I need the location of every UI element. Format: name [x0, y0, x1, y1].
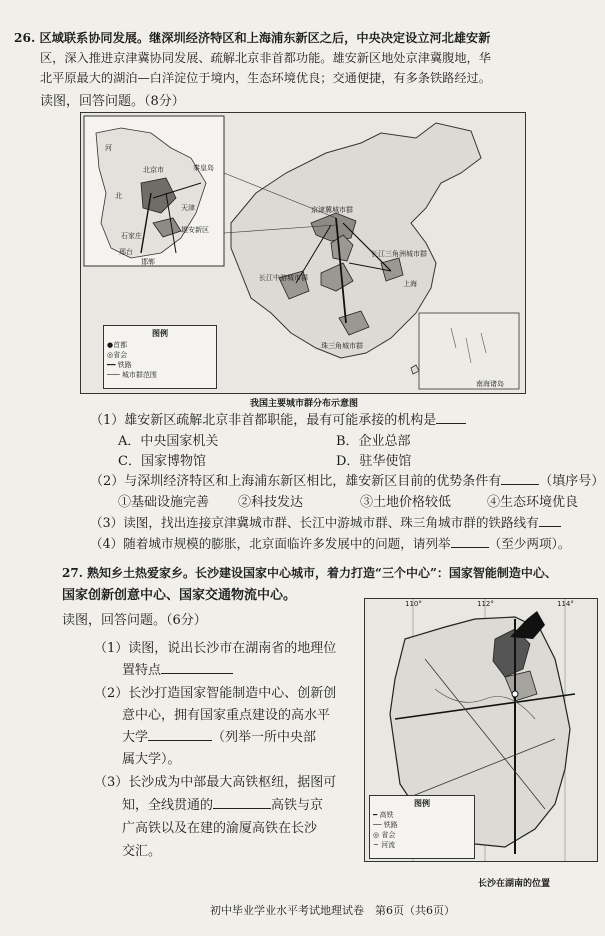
q26-optD: D．驻华使馆 — [336, 454, 412, 469]
map-label-tianjin: 天津 — [181, 204, 195, 212]
q27-sub3-b-tail: 高铁与京 — [271, 798, 324, 813]
q27-header-line1: 27. 熟知乡土热爱家乡。长沙建设国家中心城市，着力打造“三个中心”：国家智能制造中心、 — [62, 566, 557, 580]
q26-header-line2: 区，深入推进京津冀协同发展、疏解北京非首都功能。雄安新区地处京津冀腹地，华 — [40, 51, 491, 65]
q26-header-line3: 北平原最大的湖泊—白洋淀位于境内，生态环境优良；交通便捷，有多条铁路经过。 — [40, 71, 491, 85]
legend-item: ●首都 — [107, 341, 128, 349]
map-label-qinhuangdao: 秦皇岛 — [193, 164, 214, 172]
hunan-legend-item: ━ 高铁 — [373, 811, 394, 819]
q27-sub2-d: 属大学）。 — [122, 752, 181, 767]
q27-header-line3: 读图，回答问题。（6分） — [62, 613, 207, 628]
q26-optC: C．国家博物馆 — [118, 454, 206, 469]
map-label-south-sea: 南海诸岛 — [476, 380, 504, 388]
q26-opt3: ③土地价格较低 — [360, 495, 452, 510]
q27-sub3-a: （3）长沙成为中部最大高铁枢纽，据图可 — [94, 775, 337, 790]
q26-sub2-text: （2）与深圳经济特区和上海浦东新区相比，雄安新区目前的优势条件有 — [90, 474, 502, 489]
q27-sub2-c-tail: （列举一所中央部 — [212, 730, 317, 745]
q26-sub2 — [90, 473, 604, 490]
map-label-bei: 北 — [115, 192, 122, 200]
map-label-jjj-cluster: 京津冀城市群 — [311, 206, 353, 214]
map-label-he: 河 — [105, 144, 112, 152]
map-label-yangtze-mid-cluster: 长江中游城市群 — [259, 274, 308, 282]
map-label-xingtai: 邢台 — [119, 248, 133, 256]
q27-sub3-b — [122, 797, 323, 814]
legend-item: ─── 城市群范围 — [107, 371, 157, 379]
q27-sub2-b: 意中心，拥有国家重点建设的高水平 — [122, 708, 331, 723]
q27-sub1-a: （1）读图，说出长沙市在湖南省的地理位 — [94, 641, 337, 656]
hunan-map-tick-112: 112° — [477, 600, 494, 608]
q27-sub1-blank[interactable] — [161, 673, 233, 674]
q27-sub2-a: （2）长沙打造国家智能制造中心、创新创 — [94, 686, 337, 701]
q27-sub2-c — [122, 729, 316, 746]
q26-sub4-tail: （至少两项）。 — [488, 536, 571, 551]
map-label-yrd-cluster: 长江三角洲城市群 — [371, 250, 427, 258]
page-footer: 初中毕业学业水平考试地理试卷 第6页（共6页） — [210, 904, 455, 917]
hunan-map-tick-114: 114° — [557, 600, 574, 608]
hunan-map-legend — [369, 795, 475, 859]
china-map-caption: 我国主要城市群分布示意图 — [250, 399, 359, 409]
q26-sub1-text: （1）雄安新区疏解北京非首都职能，最有可能承接的机构是 — [90, 413, 437, 428]
legend-item: ━━ 铁路 — [107, 361, 132, 369]
q27-sub1-b-text: 置特点 — [122, 663, 162, 678]
q26-optA: A．中央国家机关 — [118, 434, 219, 449]
q26-header-line1: 26. 区域联系协同发展。继深圳经济特区和上海浦东新区之后，中央决定设立河北雄安新 — [14, 31, 491, 45]
q26-opt1: ①基础设施完善 — [118, 495, 210, 510]
q27-sub2-blank[interactable] — [148, 740, 212, 741]
q27-sub3-blank[interactable] — [213, 808, 271, 809]
q26-opt2: ②科技发达 — [238, 495, 304, 510]
map-label-beijing: 北京市 — [143, 166, 164, 174]
legend-title: 图例 — [152, 329, 168, 338]
china-map-legend — [103, 325, 217, 389]
hunan-legend-item: ── 铁路 — [373, 821, 398, 829]
hunan-map-caption: 长沙在湖南的位置 — [478, 879, 551, 889]
map-label-shanghai: 上海 — [403, 280, 417, 288]
q27-sub3-b-text: 知，全线贯通的 — [122, 798, 214, 813]
china-city-cluster-map — [80, 112, 526, 394]
q27-sub3-d: 交汇。 — [122, 844, 162, 859]
map-label-prd-cluster: 珠三角城市群 — [321, 342, 363, 350]
q27-header-line2: 国家创新创意中心、国家交通物流中心。 — [62, 588, 297, 603]
q26-sub1-blank[interactable] — [436, 423, 466, 424]
q26-sub4 — [90, 535, 571, 552]
q27-sub2-c-text: 大学 — [122, 730, 149, 745]
hunan-legend-item: ◎ 省会 — [373, 831, 396, 839]
q26-sub1 — [90, 412, 466, 429]
q26-optB: B．企业总部 — [336, 434, 411, 449]
legend-item: ◎省会 — [107, 351, 128, 359]
hunan-map — [364, 598, 598, 862]
hunan-legend-title: 图例 — [414, 799, 430, 808]
map-label-xiongan: 雄安新区 — [181, 226, 209, 234]
q26-sub2-blank[interactable] — [501, 484, 539, 485]
q27-sub3-c: 广高铁以及在建的渝厦高铁在长沙 — [122, 821, 318, 836]
q26-header-line4: 读图，回答问题。（8分） — [40, 94, 185, 109]
hunan-legend-item: ~ 河流 — [373, 841, 396, 849]
q26-sub3-blank[interactable] — [539, 526, 561, 527]
q26-sub3 — [90, 514, 561, 531]
hunan-map-tick-110: 110° — [405, 600, 422, 608]
q26-sub4-blank[interactable] — [451, 547, 489, 548]
map-label-handan: 邯郸 — [141, 258, 155, 266]
q26-opt4: ④生态环境优良 — [487, 495, 579, 510]
q26-sub2-tail: （填序号） — [539, 474, 605, 489]
q26-sub4-text: （4）随着城市规模的膨胀，北京面临许多发展中的问题，请列举 — [90, 536, 451, 551]
q27-sub1-b — [122, 662, 233, 679]
q26-sub3-text: （3）读图，找出连接京津冀城市群、长江中游城市群、珠三角城市群的铁路线有 — [90, 515, 539, 530]
map-label-shijiazhuang: 石家庄 — [121, 232, 142, 240]
